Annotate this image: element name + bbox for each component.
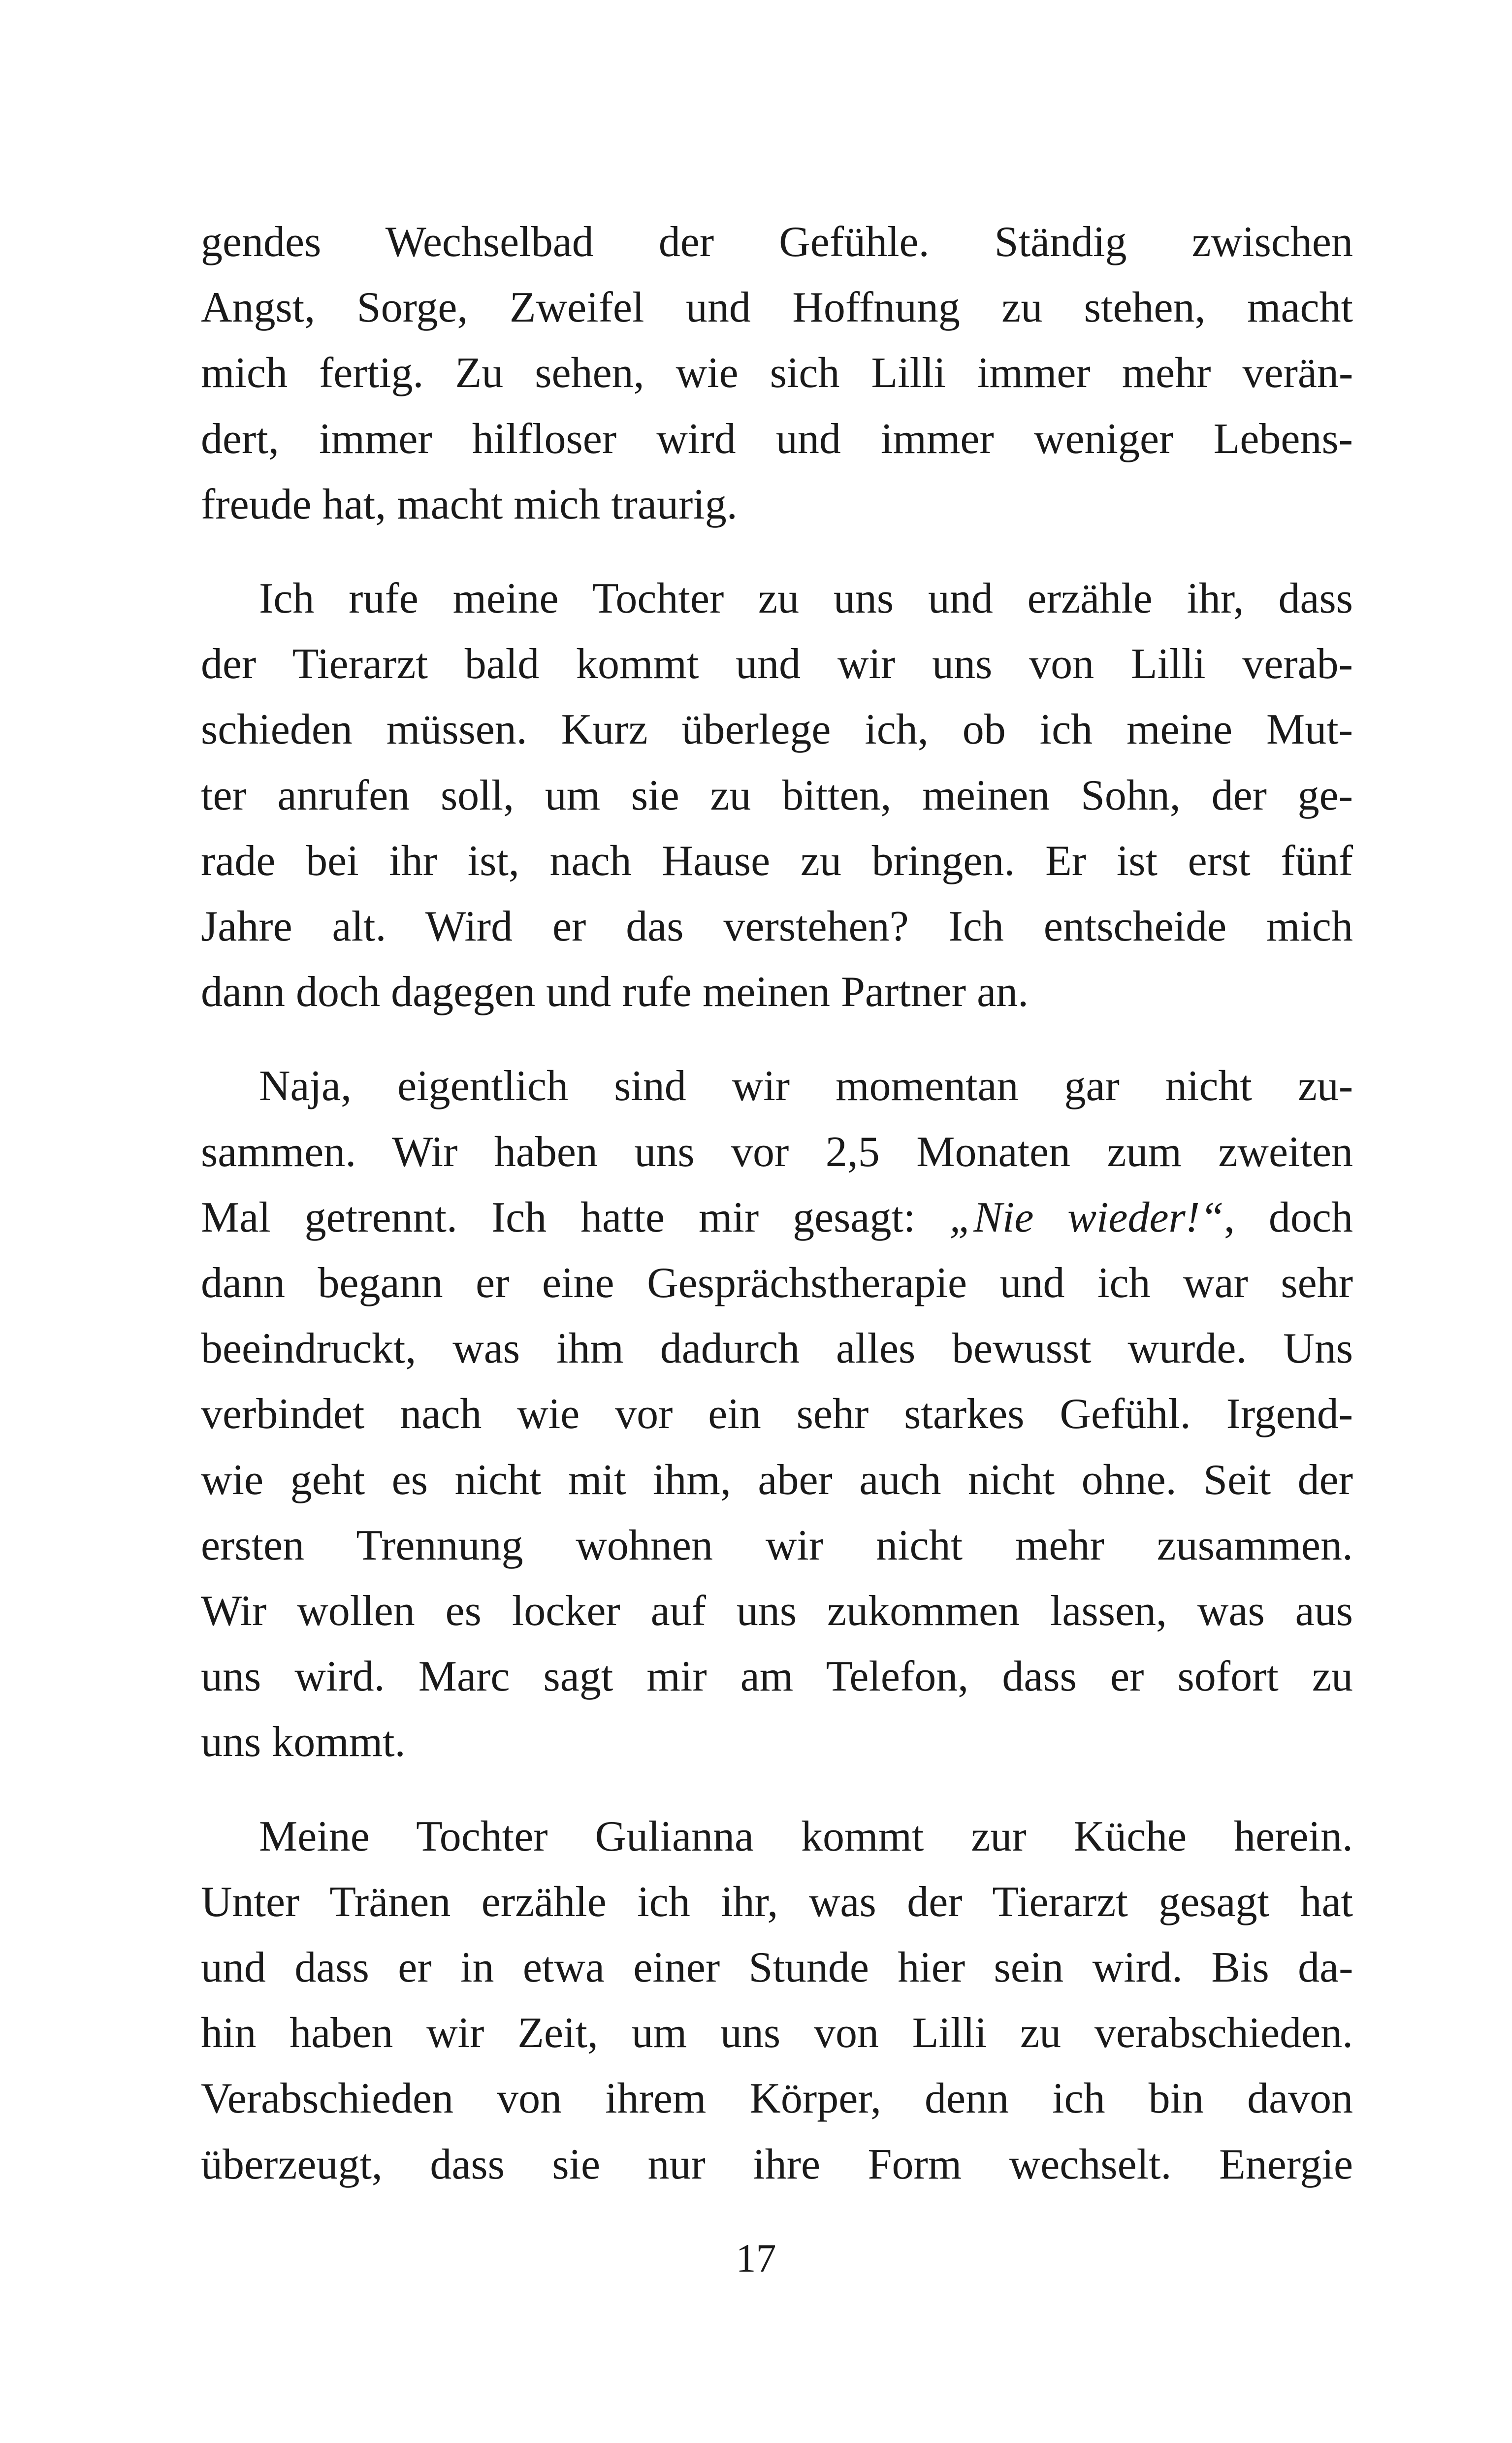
page-number: 17 [736, 2236, 776, 2280]
text-line: Angst, Sorge, Zweifel und Hoffnung zu stehen, macht [201, 284, 1353, 332]
paragraph-2 [201, 566, 1353, 1025]
text-line: schieden müssen. Kurz überlege ich, ob ich meine Mut- [201, 706, 1353, 754]
text-line: der Tierarzt bald kommt und wir uns von Lilli verab- [201, 640, 1353, 688]
text-line: mich fertig. Zu sehen, wie sich Lilli immer mehr verän- [201, 349, 1353, 397]
text-line: sammen. Wir haben uns vor 2,5 Monaten zum zweiten [201, 1128, 1353, 1176]
text-line: Meine Tochter Gulianna kommt zur Küche herein. [259, 1812, 1353, 1860]
text-line: wie geht es nicht mit ihm, aber auch nicht ohne. Seit der [201, 1456, 1353, 1504]
text-line: dann doch dagegen und rufe meinen Partner an. [201, 968, 1029, 1016]
text-line: und dass er in etwa einer Stunde hier sein wird. Bis da- [201, 1944, 1353, 1992]
text-line: Ich rufe meine Tochter zu uns und erzähle ihr, dass [259, 575, 1353, 623]
paragraph-3 [201, 1053, 1353, 1775]
text-line: Jahre alt. Wird er das verstehen? Ich entscheide mich [201, 903, 1353, 951]
text-line: hin haben wir Zeit, um uns von Lilli zu verabschieden. [201, 2009, 1353, 2057]
text-line: beeindruckt, was ihm dadurch alles bewusst wurde. Uns [201, 1325, 1353, 1373]
text-line: Wir wollen es locker auf uns zukommen lassen, was aus [201, 1587, 1353, 1635]
text-line: Naja, eigentlich sind wir momentan gar nicht zu- [259, 1062, 1353, 1110]
text-line-with-italic: Mal getrennt. Ich hatte mir gesagt: „Nie wieder!“, doch [201, 1193, 1353, 1241]
italic-quote: „Nie wieder!“ [949, 1193, 1224, 1241]
text-line: verbindet nach wie vor ein sehr starkes Gefühl. Irgend- [201, 1390, 1353, 1438]
text-line: uns wird. Marc sagt mir am Telefon, dass er sofort zu [201, 1653, 1353, 1701]
text-line: Unter Tränen erzähle ich ihr, was der Tierarzt gesagt hat [201, 1878, 1353, 1926]
text-line: dert, immer hilfloser wird und immer weniger Lebens- [201, 415, 1353, 463]
text-line: freude hat, macht mich traurig. [201, 480, 738, 528]
text-line: überzeugt, dass sie nur ihre Form wechselt. Energie [201, 2140, 1353, 2188]
text-line: Verabschieden von ihrem Körper, denn ich bin davon [201, 2075, 1353, 2123]
text-line: dann begann er eine Gesprächstherapie und ich war sehr [201, 1259, 1353, 1307]
text-line: gendes Wechselbad der Gefühle. Ständig zwischen [201, 218, 1353, 266]
text-line: ter anrufen soll, um sie zu bitten, meinen Sohn, der ge- [201, 771, 1353, 819]
text-line: uns kommt. [201, 1718, 406, 1766]
body-text [201, 209, 1353, 2197]
text-line: ersten Trennung wohnen wir nicht mehr zusammen. [201, 1521, 1353, 1569]
paragraph-1 [201, 209, 1353, 537]
text-line: rade bei ihr ist, nach Hause zu bringen. Er ist erst fünf [201, 837, 1353, 885]
paragraph-4 [201, 1804, 1353, 2197]
